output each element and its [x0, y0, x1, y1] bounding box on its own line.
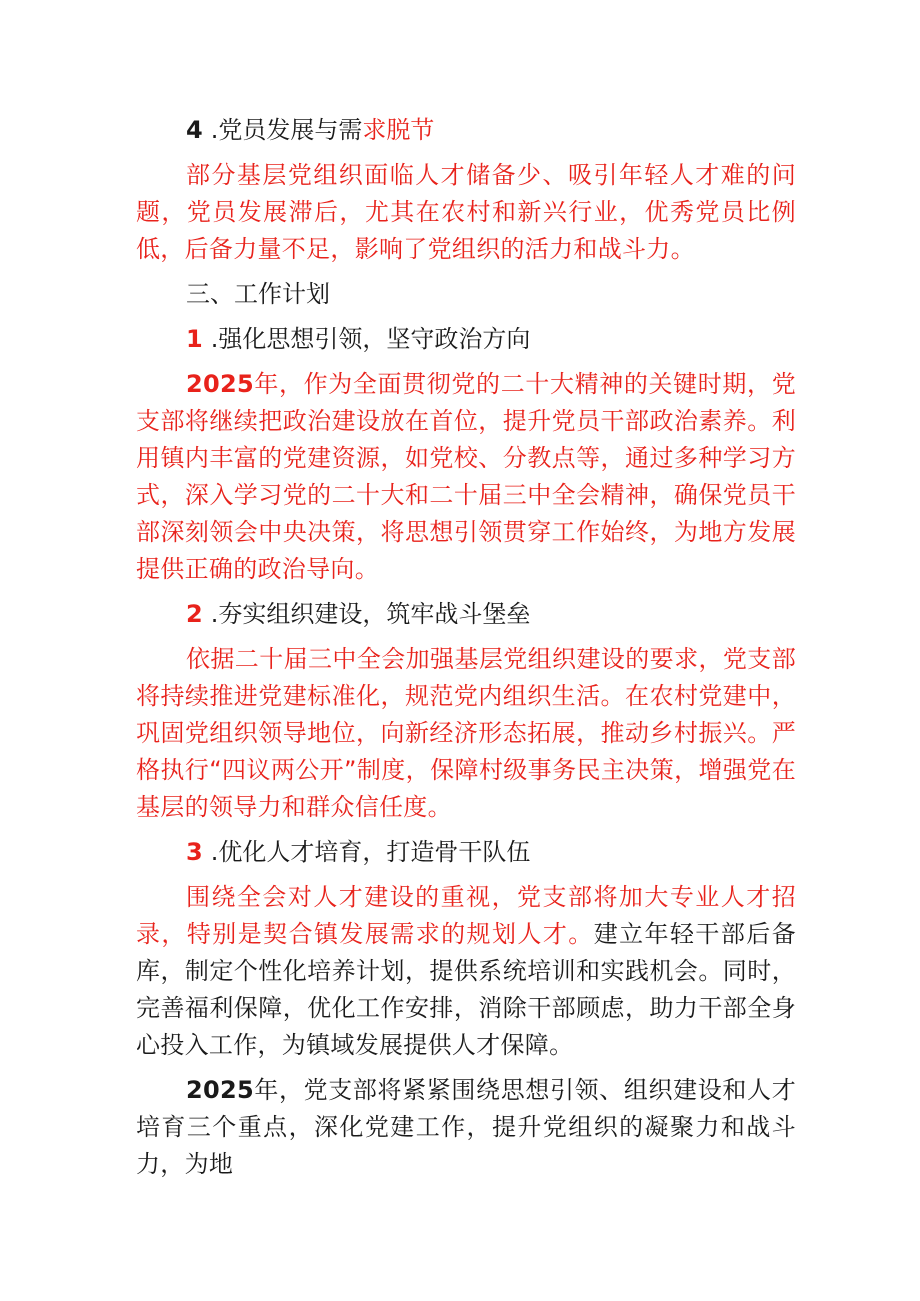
plan-item-2-text-red: 依据二十届三中全会加强基层党组织建设的要求，党支部将持续推进党建标准化，规范党内组织生活。在农村党建中，巩固党组织领导地位，向新经济形态拓展，推动乡村振兴。	[136, 645, 796, 747]
document-page	[136, 112, 796, 1191]
year-text: 2025	[186, 370, 254, 398]
plan-item-3-text-red: 围绕全会对人才建设的重视，党支部将加大专业人才招录，特别是契合镇发展需求的规划人才。	[136, 883, 796, 948]
plan-item-3-text-dark: 建立年轻干部后备库，制定个性化培养计划，提供系统培训和实践机会。同时，完善福利保障，优化工作安排，消除干部顾虑，助力干部全身心投入工作，为镇域发展提供人才保障。	[136, 920, 796, 1059]
plan-item-title: .夯实组织建设，筑牢战斗堡垒	[210, 600, 531, 628]
plan-item-1-body	[136, 366, 796, 588]
closing-paragraph	[136, 1072, 796, 1183]
section-number: 4	[186, 116, 203, 144]
plan-item-heading-1	[136, 321, 796, 358]
section-heading-4	[136, 112, 796, 149]
section-title-part-a: .党员发展与需	[210, 116, 363, 144]
plan-item-number: 3	[186, 838, 203, 866]
plan-item-heading-3	[136, 834, 796, 871]
closing-text: 年，党支部将紧紧围绕思想引领、组织建设和人才培育三个重点，深化党建工作，提升党组织的凝聚力和战斗力，为地	[136, 1076, 796, 1178]
year-text: 2025	[186, 1076, 254, 1104]
plan-item-title: .强化思想引领，坚守政治方向	[210, 325, 531, 353]
plan-item-2-body	[136, 641, 796, 826]
plan-item-number: 1	[186, 325, 203, 353]
plan-item-3-body	[136, 879, 796, 1064]
plan-item-2-text-quote: 严格执行“四议两公开”制度，保障村级事务民主决策，增强党在基层的领导力和群众信任度。	[136, 719, 796, 821]
section-title-part-b: 求脱节	[362, 116, 435, 144]
plan-item-1-text: 年，作为全面贯彻党的二十大精神的关键时期，党支部将继续把政治建设放在首位，提升党员干部政治素养。利用镇内丰富的党建资源，如党校、分教点等，通过多种学习方式，深入学习党的二十大和二十届三中全会精神，确保党员干部深刻领会中央决策，将思想引领贯穿工作始终，为地方发展提供正确的政治导向。	[136, 370, 796, 583]
section-4-body: 部分基层党组织面临人才储备少、吸引年轻人才难的问题，党员发展滞后，尤其在农村和新兴行业，优秀党员比例低，后备力量不足，影响了党组织的活力和战斗力。	[136, 161, 796, 263]
plan-item-title: .优化人才培育，打造骨干队伍	[210, 838, 531, 866]
part-heading-work-plan: 三、工作计划	[186, 280, 330, 308]
plan-item-number: 2	[186, 600, 203, 628]
plan-item-heading-2	[136, 596, 796, 633]
